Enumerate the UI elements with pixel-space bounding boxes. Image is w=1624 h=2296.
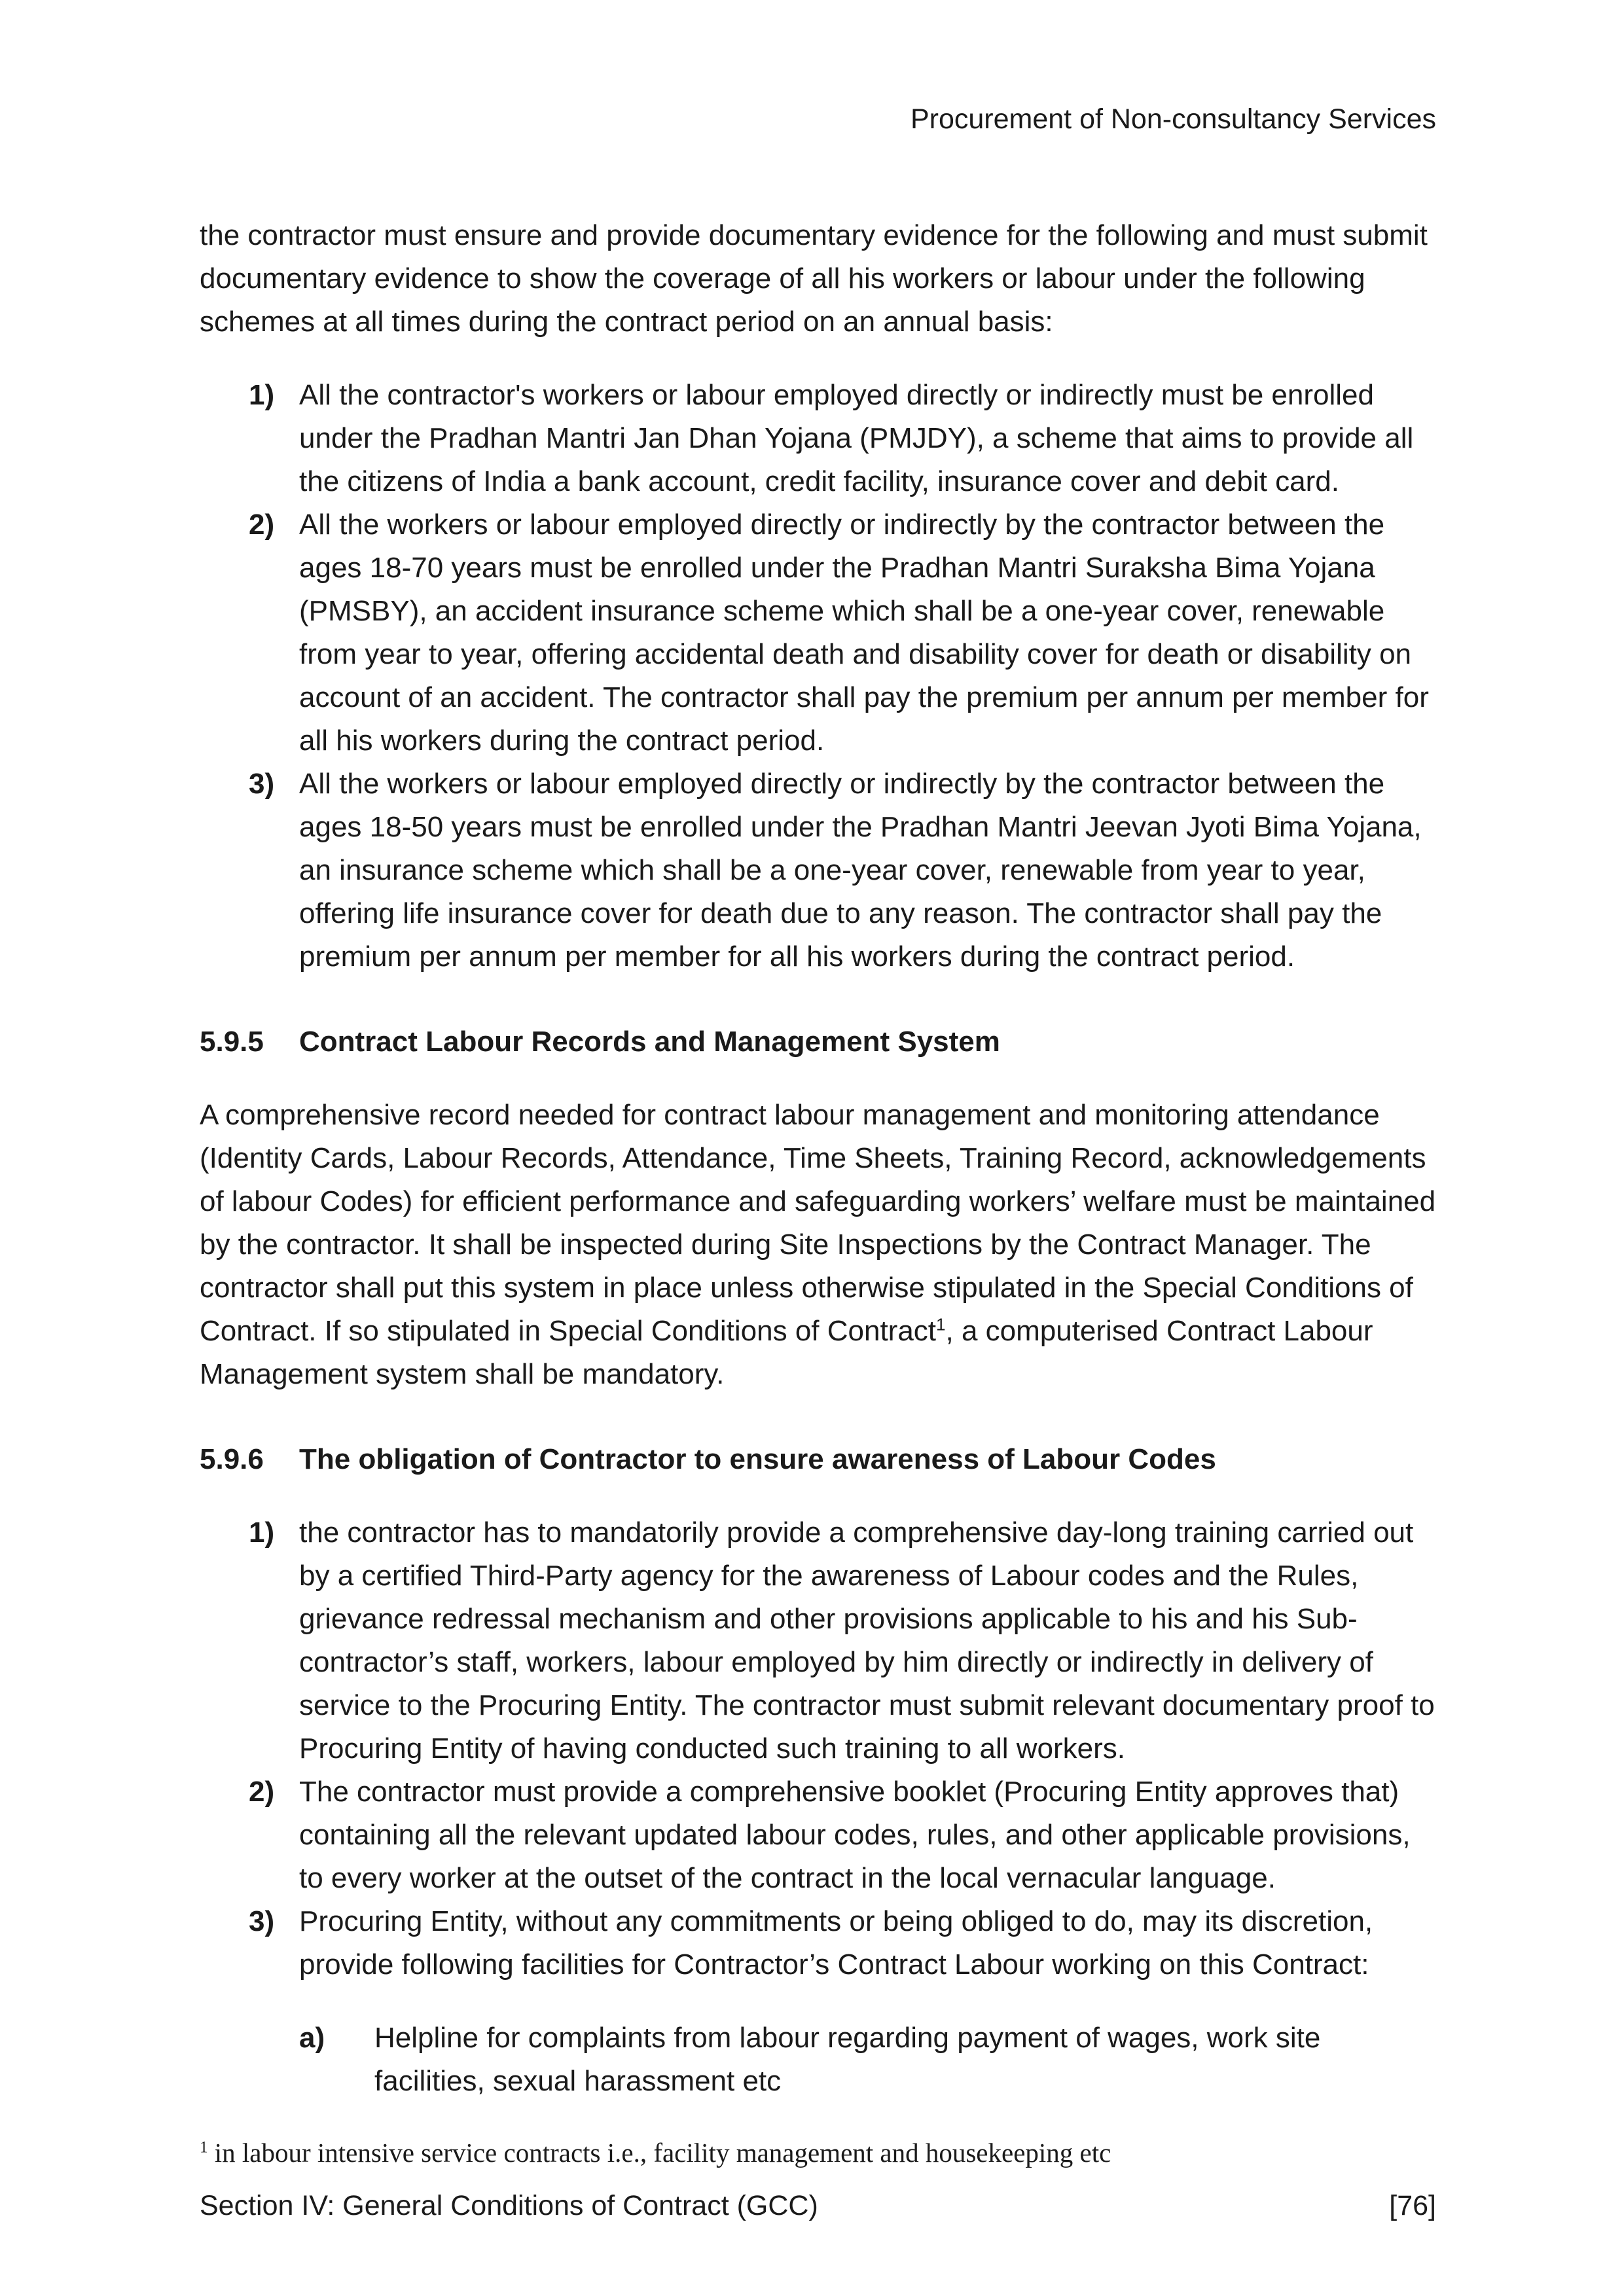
list-item-text: the contractor has to mandatorily provide a comprehensive day-long training carried out by a certified Third-Party agency for the awareness of Labour codes and the Rules, grievance redressal mechanism and other provisions applicable to his and his Sub-contractor’s staff, workers, labour employed by him directly or indirectly in delivery of service to the Procuring Entity. The contractor must submit relevant documentary proof to Procuring Entity of having conducted such training to all workers. xyxy=(299,1516,1435,1765)
footnote-reference: 1 xyxy=(936,1314,946,1334)
paragraph-text: A comprehensive record needed for contract labour management and monitoring attendance (Identity Cards, Labour Records, Attendance, Time Sheets, Training Record, acknowledgements of labour Codes) for efficient performance and safeguarding workers’ welfare must be maintained by the contractor. It shall be inspected during Site Inspections by the Contract Manager. The contractor shall put this system in place unless otherwise stipulated in the Special Conditions of Contract. If so stipulated in Special Conditions of Contract xyxy=(200,1098,1436,1347)
list-item-text: Helpline for complaints from labour regarding payment of wages, work site facilities, sexual harassment etc xyxy=(374,2021,1321,2097)
section-595-paragraph xyxy=(200,1094,1436,1396)
list-item-text: Procuring Entity, without any commitments or being obliged to do, may its discretion, provide following facilities for Contractor’s Contract Labour working on this Contract: xyxy=(299,1905,1373,1981)
list-item xyxy=(200,1511,1436,1770)
footer-section-label: Section IV: General Conditions of Contract (GCC) xyxy=(200,2190,818,2221)
list-item-number: 2) xyxy=(249,508,275,541)
page-footer xyxy=(200,2185,1436,2227)
footer-page-number: [76] xyxy=(1389,2190,1436,2221)
list-item-number: 2) xyxy=(249,1775,275,1808)
list-item-text: The contractor must provide a comprehensive booklet (Procuring Entity approves that) containing all the relevant updated labour codes, rules, and other applicable provisions, to every worker at the outset of the contract in the local vernacular language. xyxy=(299,1775,1411,1894)
schemes-list xyxy=(200,374,1436,978)
list-item xyxy=(200,2017,1436,2103)
paragraph-text: , a computerised Contract Labour Management system shall be mandatory. xyxy=(200,1314,1373,1390)
list-item xyxy=(200,762,1436,978)
section-heading-596 xyxy=(200,1438,1436,1481)
list-item-text: All the workers or labour employed directly or indirectly by the contractor between the ages 18-70 years must be enrolled under the Pradhan Mantri Suraksha Bima Yojana (PMSBY), an accident insurance scheme which shall be a one-year cover, renewable from year to year, offering accidental death and disability cover for death or disability on account of an accident. The contractor shall pay the premium per annum per member for all his workers during the contract period. xyxy=(299,508,1429,757)
facilities-sublist xyxy=(200,2017,1436,2103)
list-item xyxy=(200,1770,1436,1900)
footnote xyxy=(200,2133,1436,2174)
section-heading-595 xyxy=(200,1020,1436,1064)
footnote-number: 1 xyxy=(200,2138,208,2156)
footnote-text: in labour intensive service contracts i.e., facility management and housekeeping etc xyxy=(208,2137,1111,2168)
section-title: Contract Labour Records and Management System xyxy=(299,1025,1000,1058)
list-item-number: 3) xyxy=(249,1905,275,1937)
list-item xyxy=(200,1900,1436,1986)
list-item-text: All the workers or labour employed directly or indirectly by the contractor between the ages 18-50 years must be enrolled under the Pradhan Mantri Jeevan Jyoti Bima Yojana, an insurance scheme which shall be a one-year cover, renewable from year to year, offering life insurance cover for death due to any reason. The contractor shall pay the premium per annum per member for all his workers during the contract period. xyxy=(299,767,1422,973)
list-item xyxy=(200,374,1436,503)
page-header xyxy=(200,98,1436,141)
obligations-list xyxy=(200,1511,1436,1986)
header-title: Procurement of Non-consultancy Services xyxy=(910,103,1436,135)
footer-block xyxy=(200,2133,1436,2227)
section-number: 5.9.5 xyxy=(200,1025,264,1058)
section-number: 5.9.6 xyxy=(200,1443,264,1475)
list-item-number: 1) xyxy=(249,1516,275,1549)
section-title: The obligation of Contractor to ensure awareness of Labour Codes xyxy=(299,1443,1216,1475)
list-item-letter: a) xyxy=(299,2021,325,2054)
list-item xyxy=(200,503,1436,762)
intro-paragraph: the contractor must ensure and provide documentary evidence for the following and must submit documentary evidence to show the coverage of all his workers or labour under the following schemes at all times during the contract period on an annual basis: xyxy=(200,219,1428,338)
list-item-number: 1) xyxy=(249,378,275,411)
list-item-number: 3) xyxy=(249,767,275,800)
list-item-text: All the contractor's workers or labour employed directly or indirectly must be enrolled under the Pradhan Mantri Jan Dhan Yojana (PMJDY), a scheme that aims to provide all the citizens of India a bank account, credit facility, insurance cover and debit card. xyxy=(299,378,1414,497)
